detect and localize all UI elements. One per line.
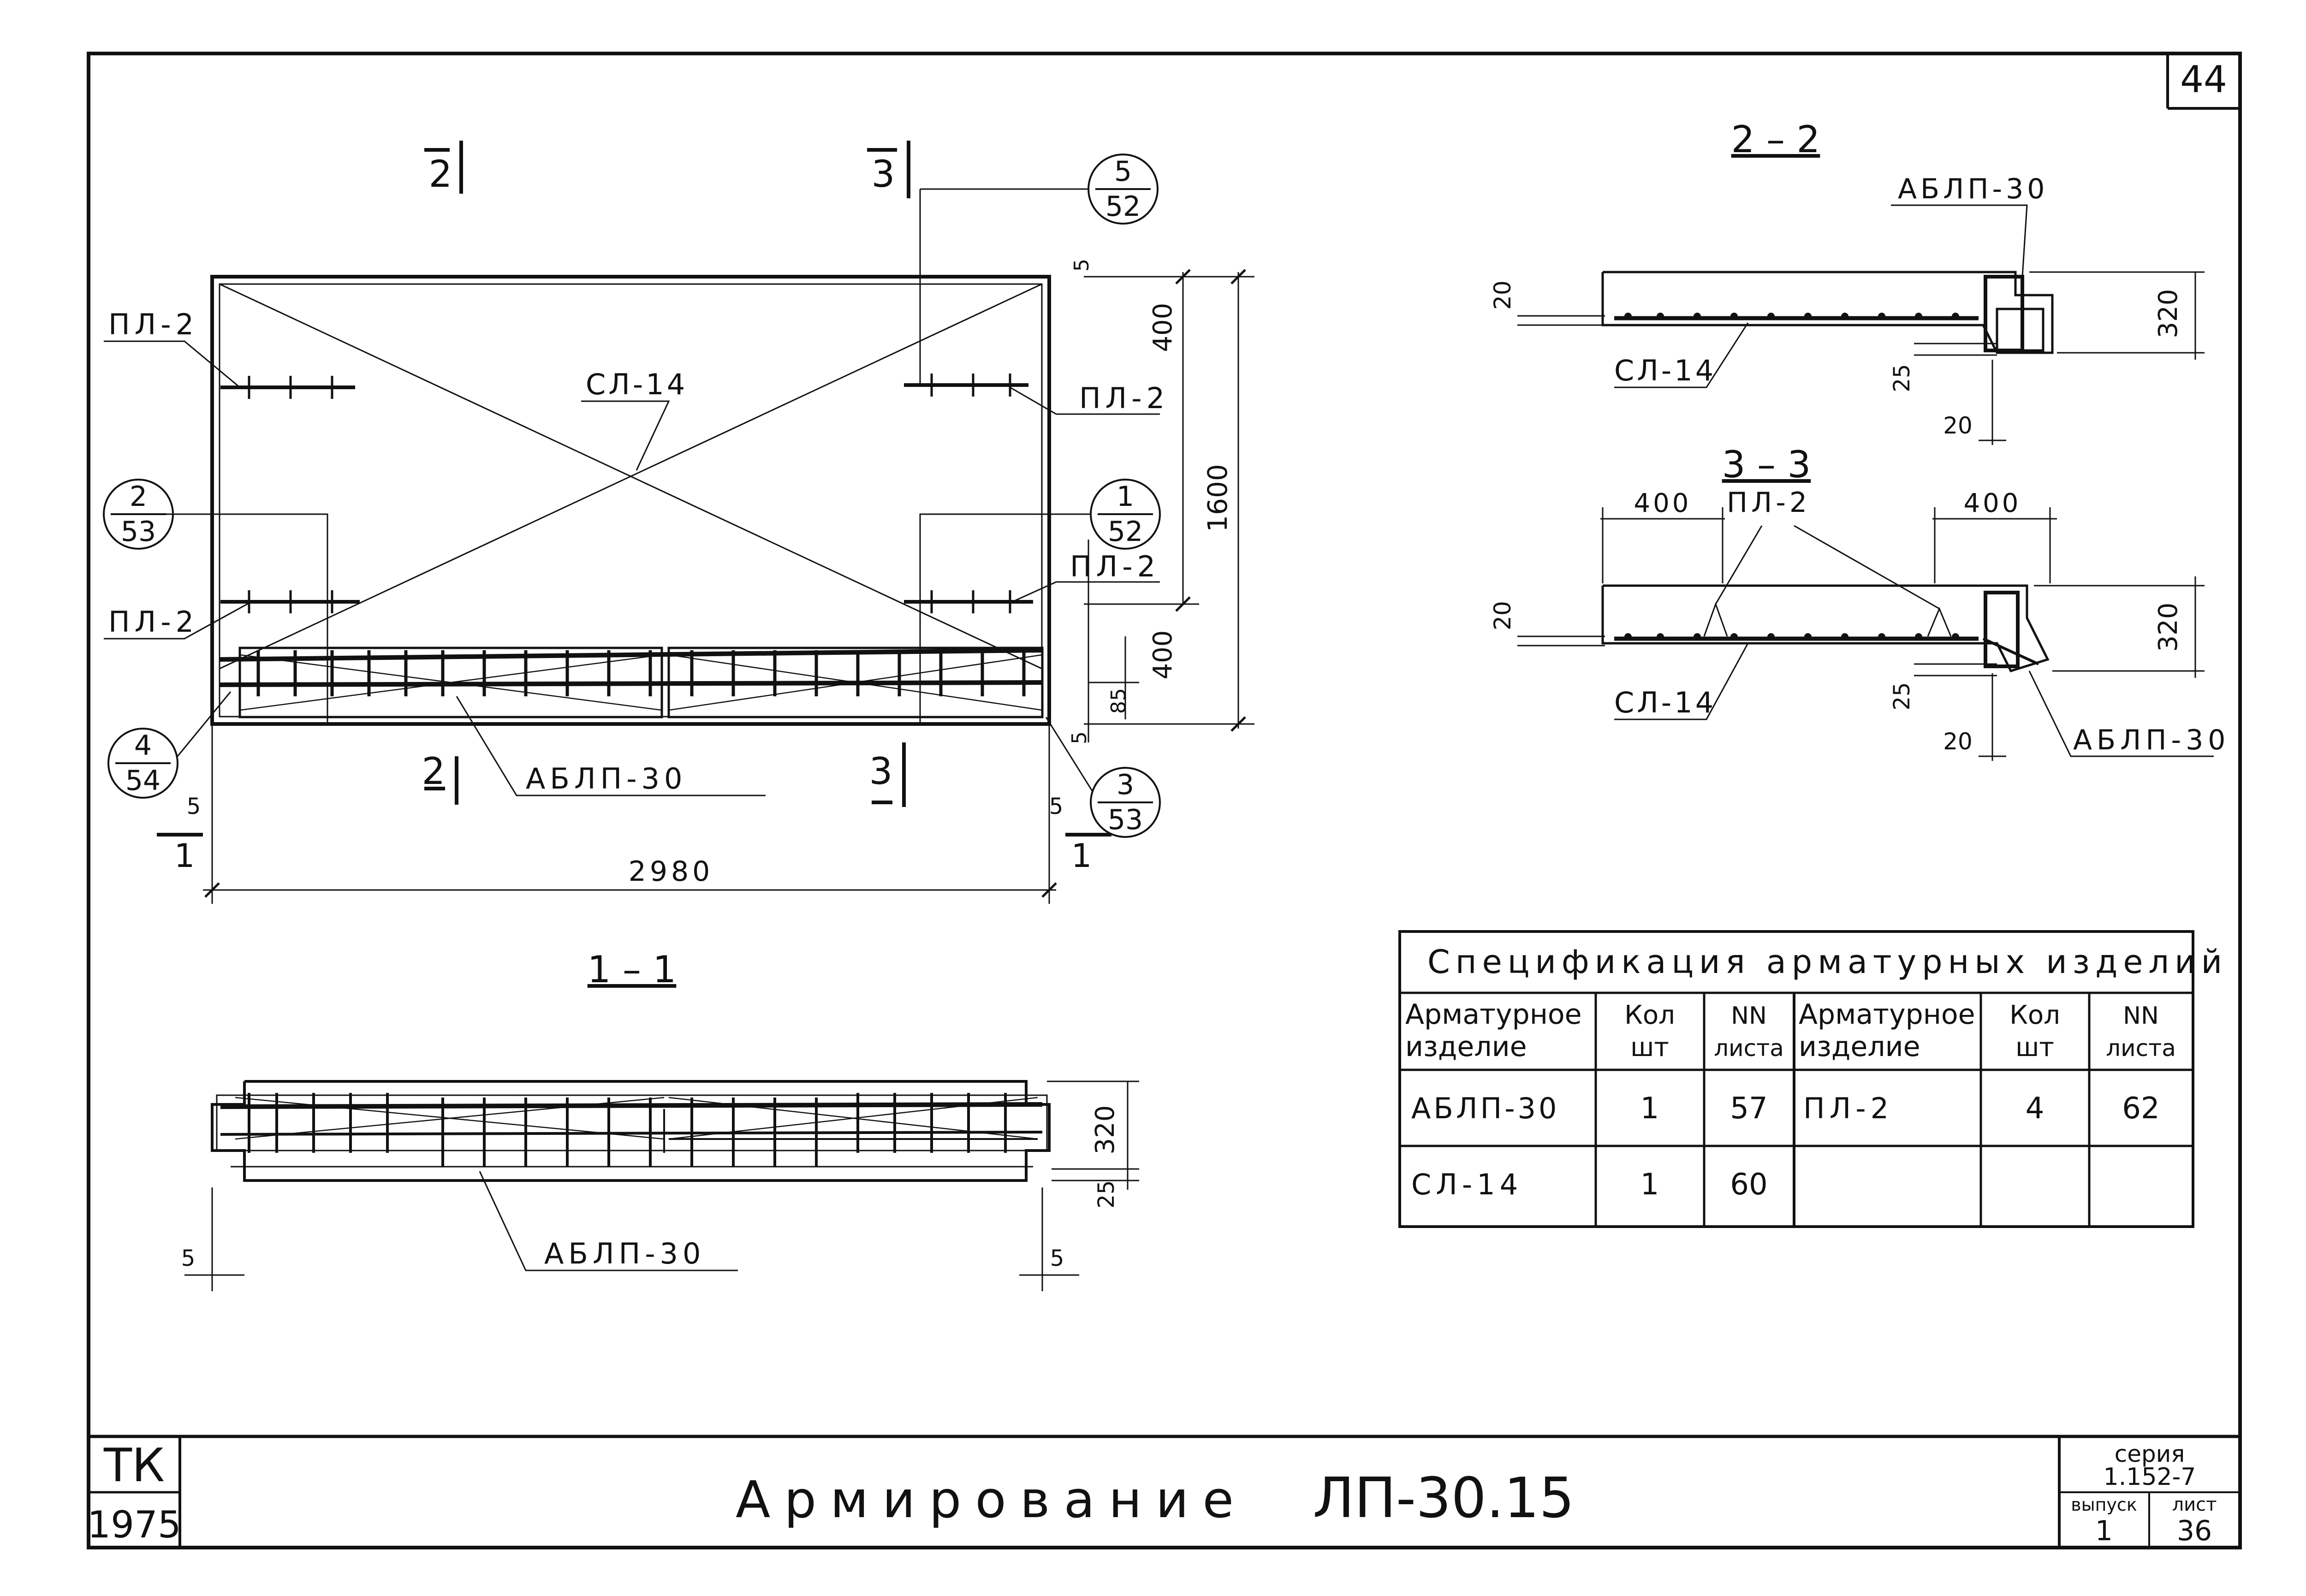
svg-text:2: 2 (129, 481, 148, 513)
section-3-3 (1517, 507, 2214, 761)
section-3-3-title: 3 – 3 (1722, 443, 1811, 486)
spec-header-item-a-1: Арматурное (1405, 998, 1582, 1031)
section-1-1-dim-5-right: 5 (1050, 1246, 1064, 1271)
plan-pl2-bars (220, 374, 1033, 613)
plan-cut-1-right: 1 (1071, 837, 1092, 875)
section-2-2-label-sl14: СЛ-14 (1614, 354, 1717, 387)
section-2-2-title: 2 – 2 (1731, 118, 1820, 161)
plan-dim-5-right: 5 (1049, 794, 1064, 819)
svg-text:52: 52 (1107, 516, 1143, 548)
drawing-title: Армирование (736, 1470, 1248, 1529)
section-1-1-label-ablp30: АБЛП-30 (544, 1237, 706, 1270)
section-2-2-dim-20-left: 20 (1489, 280, 1516, 310)
section-2-2-label-ablp30: АБЛП-30 (1898, 173, 2049, 205)
plan-dim-height: 1600 (1202, 464, 1233, 532)
section-3-3-label-sl14: СЛ-14 (1614, 686, 1717, 719)
plan-cut-2-top: 2 (428, 153, 452, 196)
spec-row2-item-a: СЛ-14 (1411, 1168, 1523, 1201)
sheet-label: лист (2172, 1494, 2217, 1515)
spec-header-sheet-a-2: листа (1714, 1035, 1784, 1062)
section-1-1-title: 1 – 1 (587, 948, 677, 991)
ref-bubble-3-53 (1091, 768, 1160, 837)
spec-row1-sheet-b: 62 (2122, 1092, 2160, 1126)
plan-dim-400-bottom: 400 (1148, 630, 1178, 680)
section-3-3-dim-320: 320 (2153, 602, 2183, 652)
svg-text:53: 53 (1107, 804, 1143, 836)
section-1-1-dim-320: 320 (1090, 1105, 1120, 1155)
svg-text:4: 4 (134, 730, 152, 762)
spec-row2-qty-a: 1 (1640, 1168, 1659, 1202)
plan-dim-width: 2980 (628, 855, 714, 888)
plan-label-pl2-b: ПЛ-2 (1079, 381, 1170, 415)
issue-label: выпуск (2071, 1495, 2137, 1515)
spec-header-item-b-1: Арматурное (1799, 998, 1975, 1031)
svg-text:1: 1 (1116, 481, 1135, 513)
plan-label-pl2-d: ПЛ-2 (1070, 550, 1160, 583)
ref-bubble-5-52 (1088, 154, 1158, 224)
section-3-3-dim-20-bottom: 20 (1943, 728, 1973, 755)
corner-year: 1975 (87, 1503, 181, 1546)
section-2-2-dim-320: 320 (2153, 289, 2183, 338)
plan-cut-3-top: 3 (871, 153, 895, 196)
page-number: 44 (2180, 58, 2227, 101)
plan-dim-85: 85 (1107, 688, 1130, 714)
spec-header-item-a-2: изделие (1405, 1031, 1527, 1063)
spec-header-qty-a-2: шт (1630, 1032, 1669, 1062)
spec-row1-item-a: АБЛП-30 (1411, 1092, 1560, 1125)
svg-text:53: 53 (120, 516, 156, 548)
series-label: серия (2114, 1441, 2185, 1467)
plan-label-pl2-c: ПЛ-2 (108, 605, 199, 639)
plan-dim-5-bottom: 5 (1068, 731, 1091, 744)
section-2-2 (1517, 205, 2205, 445)
corner-tk: ТК (103, 1438, 165, 1492)
section-2-2-dim-25: 25 (1889, 364, 1915, 392)
issue-value: 1 (2095, 1515, 2113, 1547)
svg-text:3: 3 (1116, 769, 1135, 801)
plan-cut-3-bottom: 3 (869, 750, 893, 793)
spec-row1-qty-b: 4 (2025, 1092, 2044, 1126)
spec-header-qty-b-2: шт (2015, 1032, 2054, 1062)
spec-header-qty-a-1: Кол (1624, 1000, 1675, 1030)
spec-row1-sheet-a: 57 (1730, 1092, 1768, 1126)
plan-label-ablp30: АБЛП-30 (526, 762, 687, 795)
spec-row1-item-b: ПЛ-2 (1803, 1092, 1894, 1125)
spec-header-item-b-2: изделие (1799, 1031, 1920, 1063)
section-1-1-dim-5-left: 5 (181, 1246, 196, 1271)
spec-header-sheet-a-1: NN (1731, 1002, 1767, 1030)
spec-header-sheet-b-1: NN (2123, 1002, 2159, 1030)
section-3-3-dim-20-left: 20 (1489, 601, 1516, 630)
plan-dim-5-left: 5 (186, 794, 201, 819)
spec-title: Спецификация арматурных изделий (1427, 943, 2228, 981)
plan-dim-400-top: 400 (1148, 303, 1178, 352)
drawing-code: ЛП-30.15 (1313, 1466, 1575, 1531)
sheet-value: 36 (2176, 1515, 2212, 1547)
svg-text:52: 52 (1105, 190, 1141, 223)
spec-row2-sheet-a: 60 (1730, 1168, 1768, 1202)
spec-row1-qty-a: 1 (1640, 1092, 1659, 1126)
section-3-3-dim-400-right: 400 (1963, 488, 2021, 518)
section-3-3-dim-25: 25 (1889, 682, 1915, 711)
spec-header-sheet-b-2: листа (2106, 1035, 2176, 1062)
section-1-1-dim-25: 25 (1094, 1180, 1119, 1209)
plan-label-sl14: СЛ-14 (586, 368, 688, 401)
ref-bubble-1-52 (1091, 480, 1160, 549)
plan-cut-1-left: 1 (174, 837, 195, 875)
section-3-3-label-ablp30: АБЛП-30 (2073, 724, 2230, 756)
section-2-2-dim-20-bottom: 20 (1943, 412, 1973, 439)
section-3-3-dim-400-left: 400 (1634, 488, 1692, 518)
ref-bubble-2-53 (104, 480, 173, 549)
series-value: 1.152-7 (2103, 1463, 2196, 1491)
spec-header-qty-b-1: Кол (2009, 1000, 2060, 1030)
plan-dim-5-top: 5 (1070, 259, 1094, 272)
section-3-3-label-pl2: ПЛ-2 (1726, 487, 1811, 519)
plan-label-pl2-a: ПЛ-2 (108, 308, 199, 341)
svg-text:5: 5 (1114, 155, 1132, 188)
plan-cut-2-bottom: 2 (422, 750, 446, 793)
ref-bubble-4-54 (108, 729, 178, 798)
svg-text:54: 54 (125, 765, 161, 797)
